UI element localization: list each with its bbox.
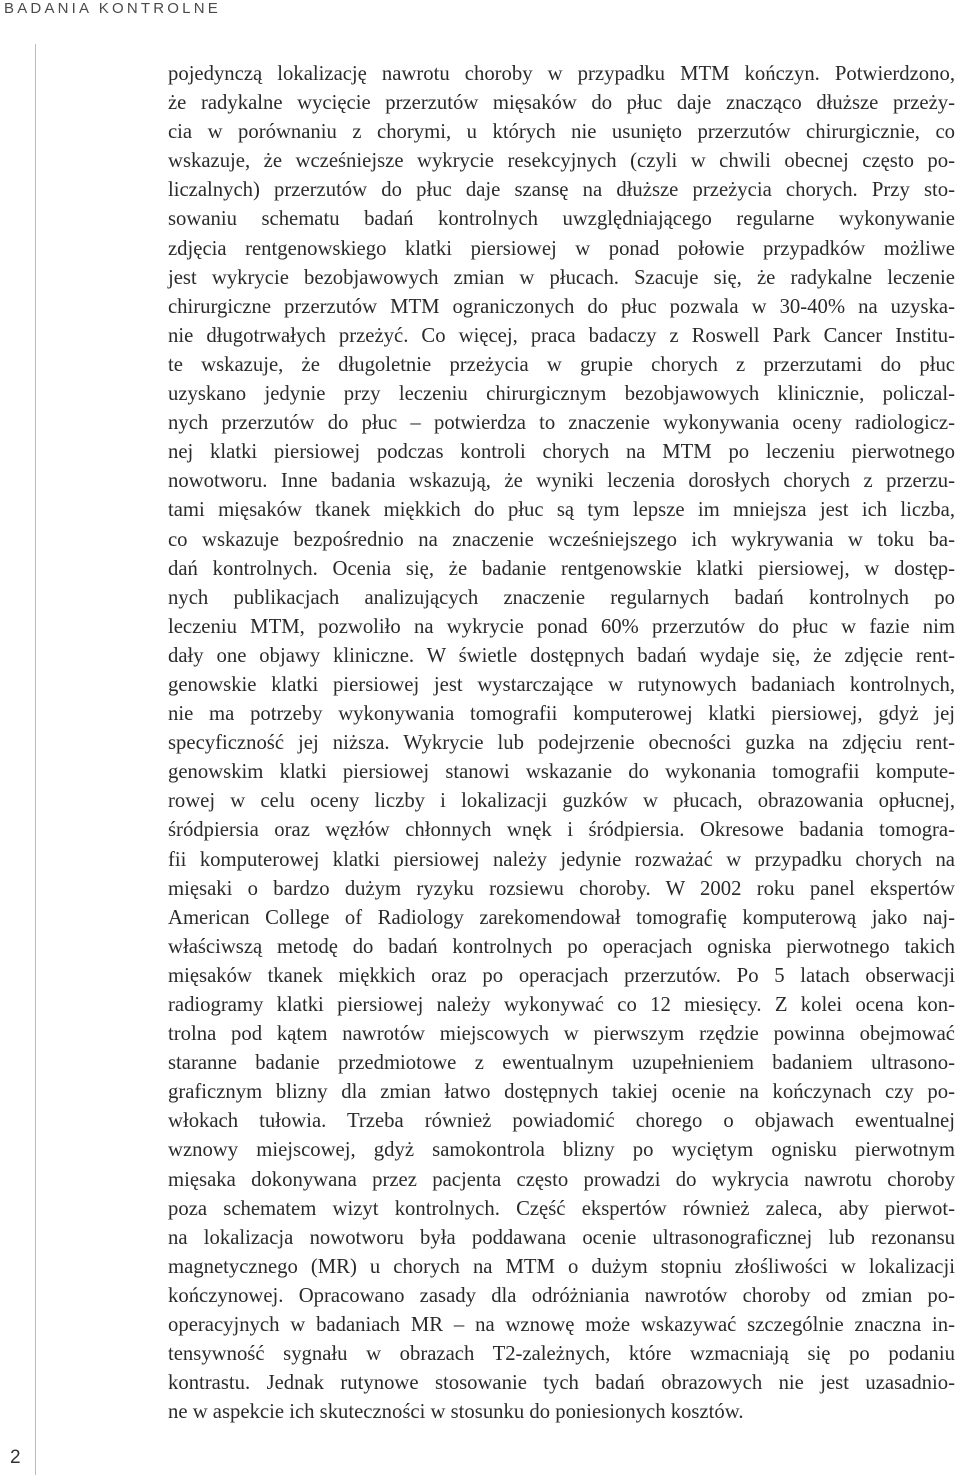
text-line: trolna pod kątem nawrotów miejscowych w pierwszym rzędzie powinna obejmować (168, 1023, 955, 1046)
text-line: uzyskano jedynie przy leczeniu chirurgicznym bezobjawowych klinicznie, policzal- (168, 383, 955, 406)
text-line: kontrastu. Jednak rutynowe stosowanie tych badań obrazowych nie jest uzasadnio- (168, 1372, 955, 1395)
text-line: chirurgiczne przerzutów MTM ograniczonych do płuc pozwala w 30-40% na uzyska- (168, 295, 955, 318)
text-line: śródpiersia oraz węzłów chłonnych wnęk i śródpiersia. Okresowe badania tomogra- (168, 819, 955, 842)
text-line: włokach tułowia. Trzeba również powiadomić chorego o objawach ewentualnej (168, 1110, 955, 1133)
text-line: liczalnych) przerzutów do płuc daje szansę na dłuższe przeżycia chorych. Przy sto- (168, 179, 955, 202)
text-line: zdjęcia rentgenowskiego klatki piersiowej w ponad połowie przypadków możliwe (168, 237, 955, 260)
text-line: na lokalizacja nowotworu była poddawana ocenie ultrasonograficznej lub rezonansu (168, 1226, 955, 1249)
article-body (168, 60, 955, 1427)
text-line: rowej w celu oceny liczby i lokalizacji guzków w płucach, obrazowania opłucnej, (168, 790, 955, 813)
text-line: nych przerzutów do płuc – potwierdza to znaczenie wykonywania oceny radiologicz- (168, 412, 955, 435)
text-line: cia w porównaniu z chorymi, u których nie usunięto przerzutów chirurgicznie, co (168, 121, 955, 144)
text-line: poza schematem wizyt kontrolnych. Część ekspertów również zaleca, aby pierwot- (168, 1197, 955, 1220)
text-line: graficznym blizny dla zmian łatwo dostępnych takiej ocenie na kończynach czy po- (168, 1081, 955, 1104)
text-line: tami mięsaków tkanek miękkich do płuc są tym lepsze im mniejsza jest ich liczba, (168, 499, 955, 522)
text-line: sowaniu schematu badań kontrolnych uwzględniającego regularne wykonywanie (168, 208, 955, 231)
text-line: specyficzność jej niższa. Wykrycie lub podejrzenie obecności guzka na zdjęciu rent- (168, 732, 955, 755)
text-line: pojedynczą lokalizację nawrotu choroby w przypadku MTM kończyn. Potwierdzono, (168, 63, 955, 85)
text-line: genowskim klatki piersiowej stanowi wskazanie do wykonania tomografii kompute- (168, 761, 955, 784)
text-line: nej klatki piersiowej podczas kontroli chorych na MTM po leczeniu pierwotnego (168, 441, 955, 464)
text-line: jest wykrycie bezobjawowych zmian w płucach. Szacuje się, że radykalne leczenie (168, 266, 955, 289)
text-line: mięsaka dokonywana przez pacjenta często prowadzi do wykrycia nawrotu choroby (168, 1168, 955, 1191)
text-line: że radykalne wycięcie przerzutów mięsaków do płuc daje znacząco dłuższe przeży- (168, 92, 955, 115)
text-line: nowotworu. Inne badania wskazują, że wyniki leczenia dorosłych chorych z przerzu- (168, 470, 955, 493)
text-line: właściwszą metodę do badań kontrolnych po operacjach ogniska pierwotnego takich (168, 935, 955, 958)
text-line: ne w aspekcie ich skuteczności w stosunku do poniesionych kosztów. (168, 1401, 744, 1424)
text-line: co wskazuje bezpośrednio na znaczenie wcześniejszego ich wykrywania w toku ba- (168, 528, 955, 551)
text-line: nie długotrwałych przeżyć. Co więcej, praca badaczy z Roswell Park Cancer Institu- (168, 324, 955, 347)
text-line: dały one objawy kliniczne. W świetle dostępnych badań wydaje się, że zdjęcie rent- (168, 644, 955, 667)
text-line: magnetycznego (MR) u chorych na MTM o dużym stopniu złośliwości w lokalizacji (168, 1255, 955, 1278)
text-line: leczeniu MTM, pozwoliło na wykrycie ponad 60% przerzutów do płuc w fazie nim (168, 615, 955, 638)
article-paragraph (168, 60, 955, 1427)
text-line: wznowy miejscowej, gdyż samokontrola blizny po wyciętym ognisku pierwotnym (168, 1139, 955, 1162)
text-line: operacyjnych w badaniach MR – na wznowę może wskazywać szczególnie znaczna in- (168, 1314, 955, 1337)
text-line: American College of Radiology zarekomendował tomografię komputerową jako naj- (168, 906, 955, 929)
text-line: mięsaki o bardzo dużym ryzyku rozsiewu choroby. W 2002 roku panel ekspertów (168, 877, 955, 900)
text-line: nie ma potrzeby wykonywania tomografii komputerowej klatki piersiowej, gdyż jej (168, 703, 955, 726)
text-line: nych publikacjach analizujących znaczenie regularnych badań kontrolnych po (168, 586, 955, 609)
text-line: dań kontrolnych. Ocenia się, że badanie rentgenowskie klatki piersiowej, w dostęp- (168, 557, 955, 580)
section-label: BADANIA KONTROLNE (4, 0, 221, 17)
text-line: staranne badanie przedmiotowe z ewentualnym uzupełnieniem badaniem ultrasono- (168, 1052, 955, 1075)
text-line: mięsaków tkanek miękkich oraz po operacjach przerzutów. Po 5 latach obserwacji (168, 964, 955, 987)
text-line: fii komputerowej klatki piersiowej należy jedynie rozważać w przypadku chorych na (168, 848, 955, 871)
text-line: tensywność sygnału w obrazach T2-zależnych, które wzmacniają się po podaniu (168, 1343, 955, 1366)
margin-rule (35, 44, 36, 1475)
text-line: radiogramy klatki piersiowej należy wykonywać co 12 miesięcy. Z kolei ocena kon- (168, 994, 955, 1016)
text-line: te wskazuje, że długoletnie przeżycia w grupie chorych z przerzutami do płuc (168, 353, 955, 376)
page-number: 2 (10, 1447, 21, 1468)
text-line: kończynowej. Opracowano zasady dla odróżniania nawrotów choroby od zmian po- (168, 1284, 955, 1307)
text-line: genowskie klatki piersiowej jest wystarczające w rutynowych badaniach kontrolnych, (168, 673, 955, 696)
text-line: wskazuje, że wcześniejsze wykrycie resekcyjnych (czyli w chwili obecnej często po- (168, 150, 955, 173)
